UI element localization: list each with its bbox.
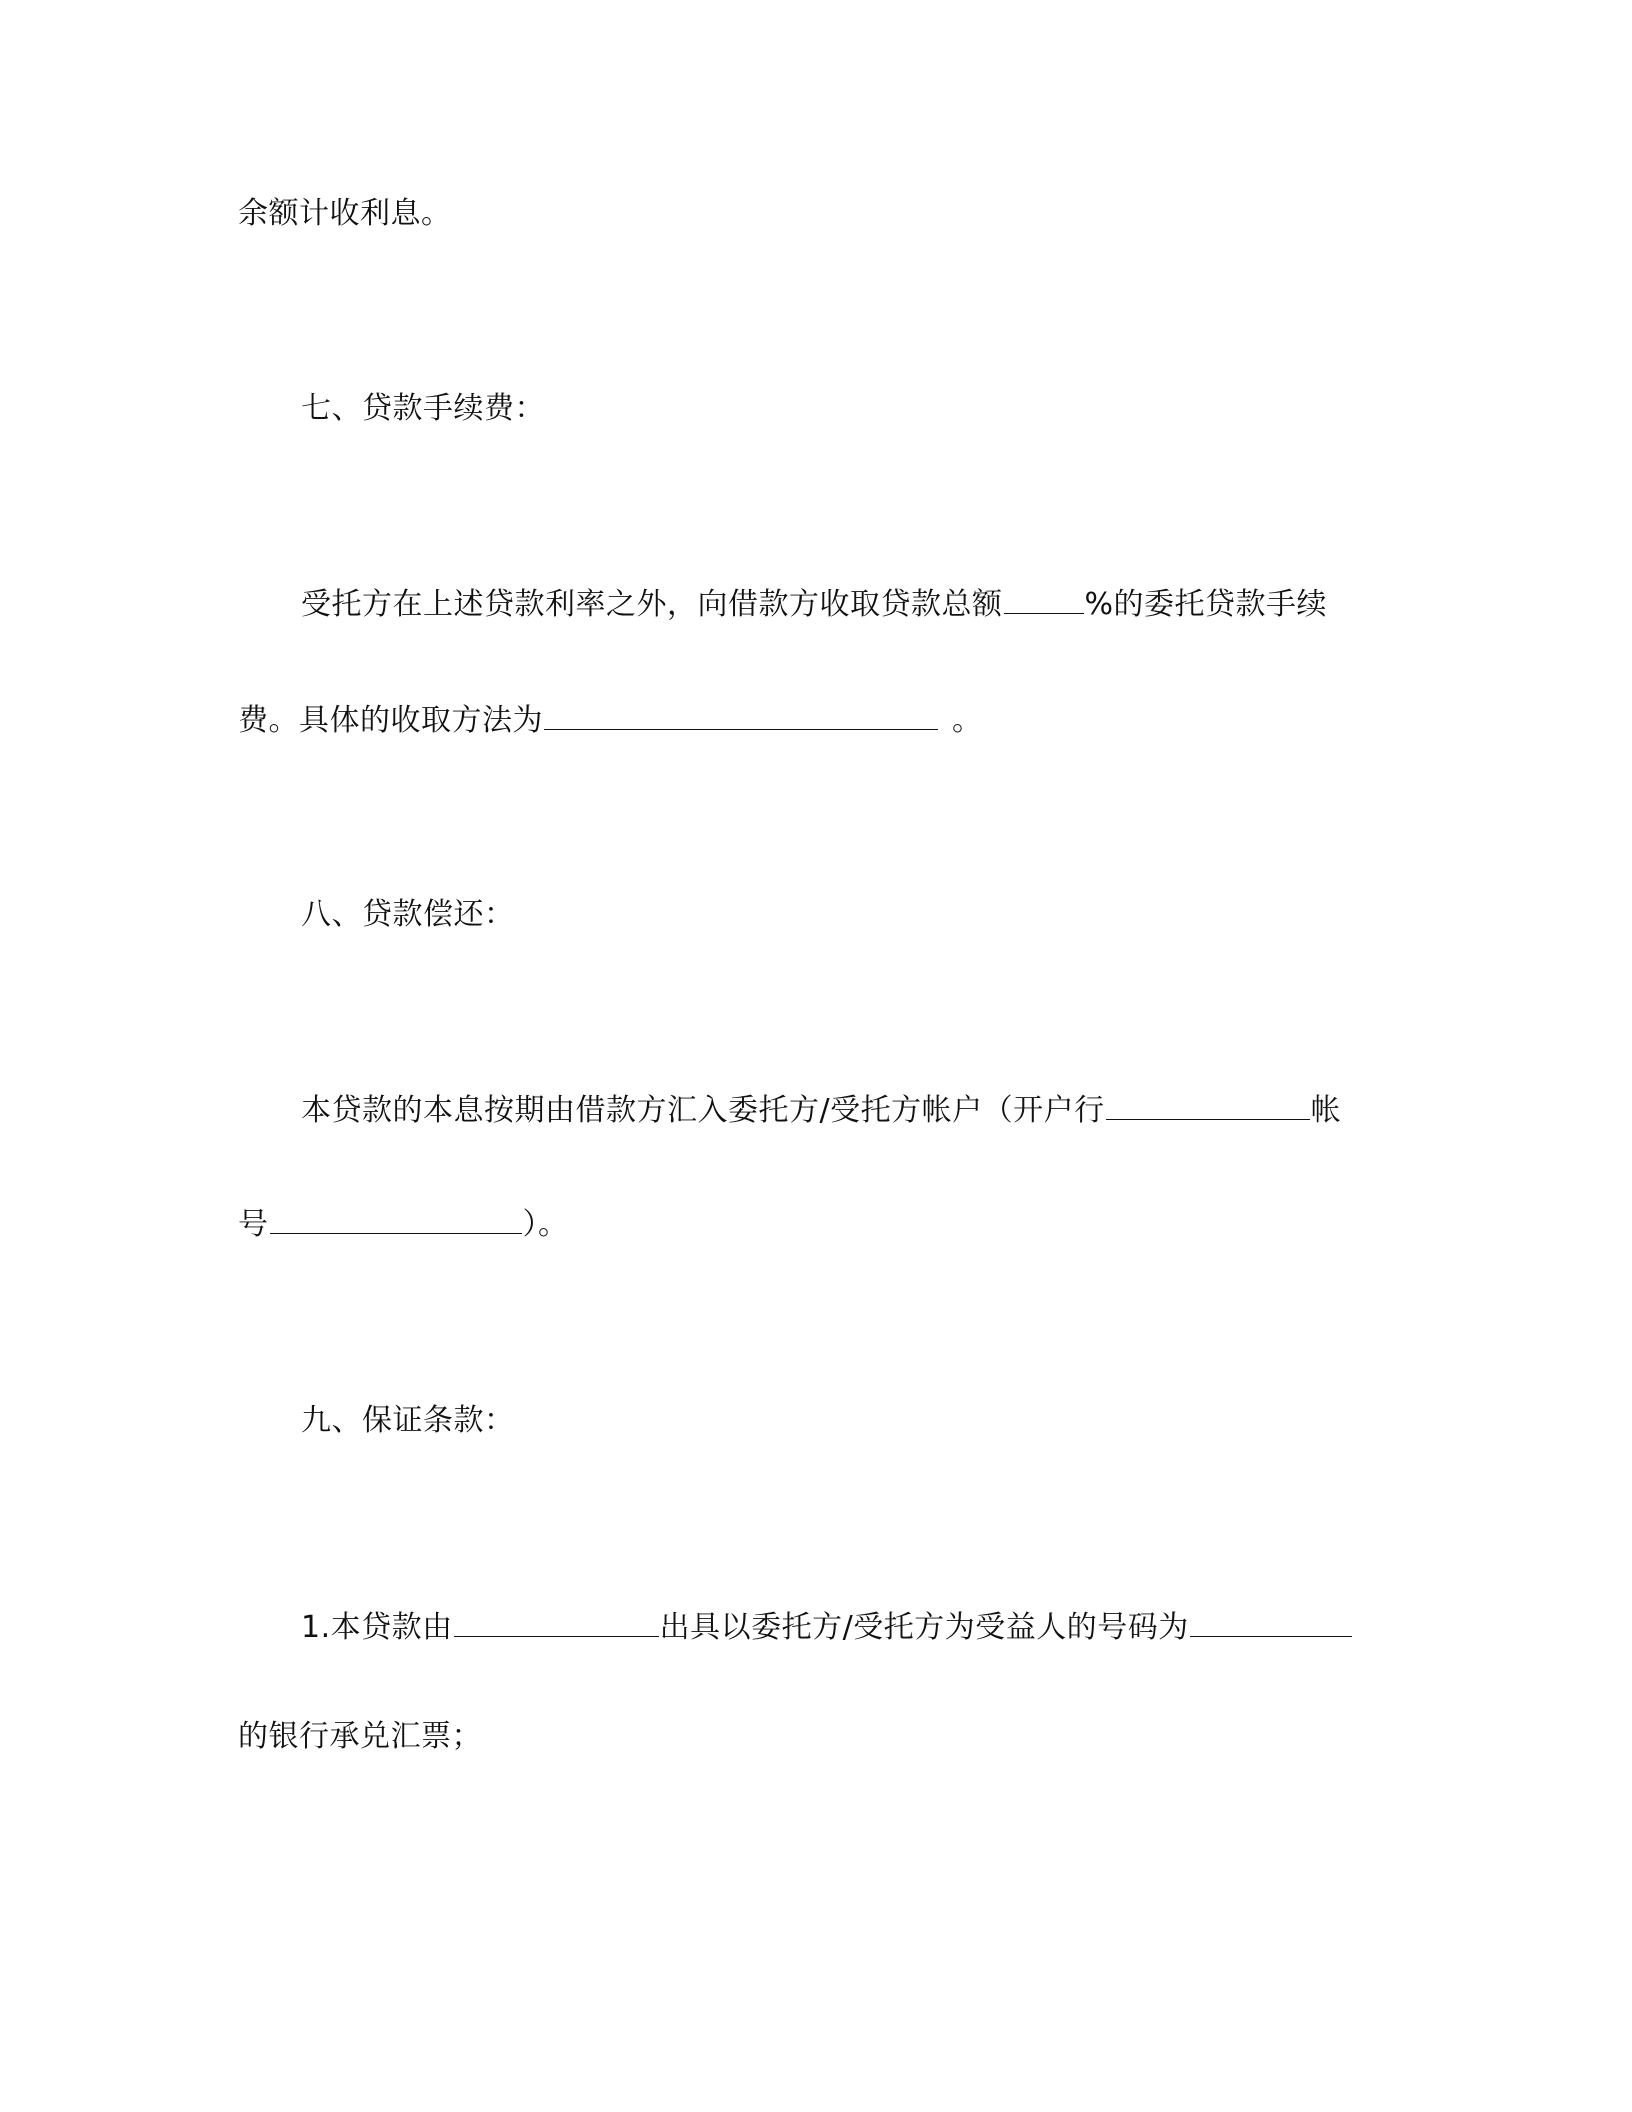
section-8-heading <box>301 895 515 935</box>
bank-name-blank[interactable] <box>1106 1091 1310 1120</box>
issuer-blank[interactable] <box>454 1608 659 1637</box>
fee-method-text: 费。具体的收取方法为 <box>238 703 543 738</box>
continuation-label: 余额计收利息。 <box>238 196 452 231</box>
section-8-paragraph-line-2 <box>238 1205 569 1245</box>
fee-text-1: 受托方在上述贷款利率之外，向借款方收取贷款总额 <box>301 587 1003 622</box>
account-label: 号 <box>238 1207 269 1242</box>
repayment-text-1: 本贷款的本息按期由借款方汇入委托方/受托方帐户（开户行 <box>301 1093 1105 1128</box>
section-8-paragraph-line-1 <box>301 1091 1341 1131</box>
section-9-item-1-line-2 <box>238 1717 482 1757</box>
account-number-blank[interactable] <box>270 1205 522 1234</box>
fee-method-blank[interactable] <box>544 701 938 730</box>
section-9-item-1-line-1 <box>301 1608 1353 1648</box>
section-7-paragraph-line-1 <box>301 585 1327 625</box>
section-7-heading <box>301 389 545 429</box>
section-7-title: 七、贷款手续费： <box>301 391 545 426</box>
repayment-text-2: 帐 <box>1310 1093 1342 1128</box>
guarantee-text-1: 1.本贷款由 <box>301 1610 453 1645</box>
section-9-title: 九、保证条款： <box>301 1403 515 1438</box>
fee-text-2: %的委托贷款手续 <box>1084 587 1328 622</box>
guarantee-text-2: 出具以委托方/受托方为受益人的号码为 <box>659 1610 1189 1645</box>
fee-percent-blank[interactable] <box>1004 585 1084 614</box>
guarantee-text-3: 的银行承兑汇票； <box>238 1719 482 1754</box>
draft-number-blank[interactable] <box>1190 1608 1352 1637</box>
continuation-text <box>238 194 452 234</box>
fee-method-period: 。 <box>952 703 983 738</box>
section-7-paragraph-line-2 <box>238 701 983 741</box>
section-8-title: 八、贷款偿还： <box>301 897 515 932</box>
section-9-heading <box>301 1401 515 1441</box>
account-close: ）。 <box>522 1207 569 1242</box>
